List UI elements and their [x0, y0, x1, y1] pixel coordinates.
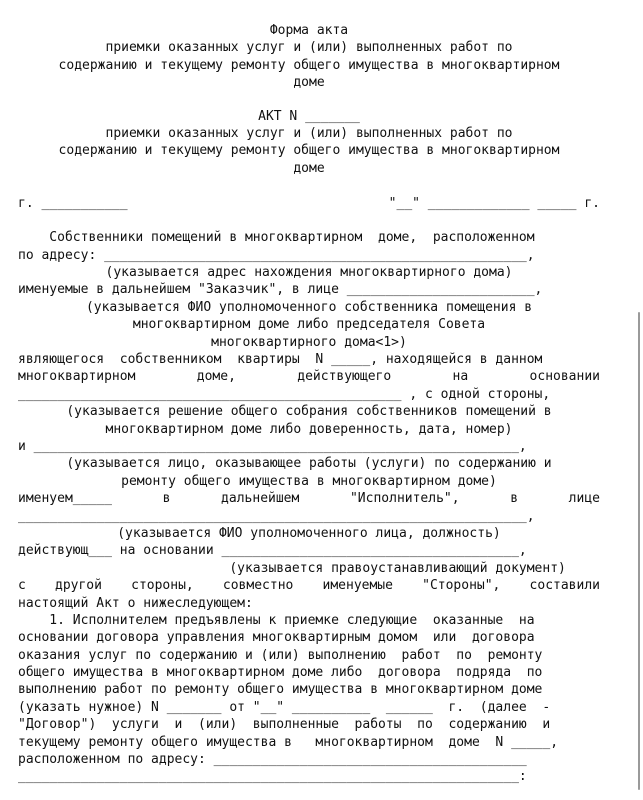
body-line: многоквартирном доме либо председателя Совета	[132, 317, 486, 333]
body-line: ремонту общего имущества в многоквартирном доме)	[121, 473, 497, 489]
body-line: оказания услуг по содержанию и (или) выполнению работ по ремонту	[18, 647, 543, 663]
form-title-line: доме	[293, 75, 325, 91]
place-date-row	[18, 195, 600, 212]
act-title-line: АКТ N _______	[258, 108, 360, 124]
body-line: (указать нужное) N _______ от "__" __________ ______ г. (далее -	[18, 699, 551, 715]
body-line: именуемые в дальнейшем "Заказчик", в лице ________________________,	[18, 282, 543, 298]
body-line: (указывается ФИО уполномоченного собственника помещения в	[85, 299, 533, 315]
act-title-line: доме	[293, 160, 325, 176]
body-line: именуем_____ в дальнейшем "Исполнитель", в лице	[18, 491, 600, 507]
body-line: Собственники помещений в многоквартирном доме, расположенном	[18, 230, 535, 246]
body-line: многоквартирном доме, действующего на основании	[18, 369, 600, 385]
body-line: "Договор") услуги и (или) выполненные работы по содержанию и	[18, 717, 551, 733]
body-line: _________________________________________________________________,	[18, 508, 535, 524]
date-field: "__" _____________ _____ г.	[388, 195, 600, 211]
form-title-line: приемки оказанных услуг и (или) выполненных работ по	[105, 40, 513, 56]
act-document	[18, 22, 600, 786]
body-line: действующ___ на основании ______________________________________,	[18, 543, 527, 559]
body-line: 1. Исполнителем предъявлены к приемке следующие оказанные на	[18, 612, 535, 628]
body-line: настоящий Акт о нижеследующем:	[18, 595, 253, 611]
body-line: с другой стороны, совместно именуемые "Стороны", составили	[18, 578, 600, 594]
body-line: (указывается решение общего собрания собственников помещений в	[66, 404, 552, 420]
body-line: многоквартирного дома<1>)	[211, 334, 407, 350]
act-title	[18, 108, 600, 178]
act-title-line: содержанию и текущему ремонту общего имущества в многоквартирном	[58, 143, 560, 159]
body-line: ________________________________________________________________:	[18, 769, 527, 785]
body-line: (указывается правоустанавливающий документ)	[18, 560, 566, 576]
form-title-line: Форма акта	[269, 23, 349, 38]
body-line: основании договора управления многоквартирным домом или договора	[18, 630, 535, 646]
form-title-line: содержанию и текущему ремонту общего имущества в многоквартирном	[58, 57, 560, 73]
body-line: по адресу: ______________________________________________________,	[18, 247, 535, 263]
act-body	[18, 229, 600, 786]
body-line: являющегося собственником квартиры N _____, находящейся в данном	[18, 352, 543, 368]
body-line: расположенном по адресу: ________________________________________	[18, 752, 527, 768]
vertical-scrollbar[interactable]	[638, 312, 640, 790]
body-line: выполнению работ по ремонту общего имущества в многоквартирном доме	[18, 682, 543, 698]
body-line: (указывается лицо, оказывающее работы (услуги) по содержанию и	[66, 456, 552, 472]
body-line: многоквартирном доме либо доверенность, дата, номер)	[105, 421, 513, 437]
body-line: текущему ремонту общего имущества в многоквартирном доме N _____,	[18, 734, 559, 750]
body-line: общего имущества в многоквартирном доме либо договора подряда по	[18, 665, 543, 681]
body-line: и ______________________________________________________________,	[18, 438, 527, 454]
body-line: (указывается ФИО уполномоченного лица, должность)	[117, 525, 501, 541]
form-title	[18, 22, 600, 92]
body-line: _________________________________________________ , с одной стороны,	[18, 386, 551, 402]
act-title-line: приемки оказанных услуг и (или) выполненных работ по	[105, 125, 513, 141]
body-line: (указывается адрес нахождения многоквартирного дома)	[105, 265, 513, 281]
city-field: г. ___________	[18, 195, 128, 211]
